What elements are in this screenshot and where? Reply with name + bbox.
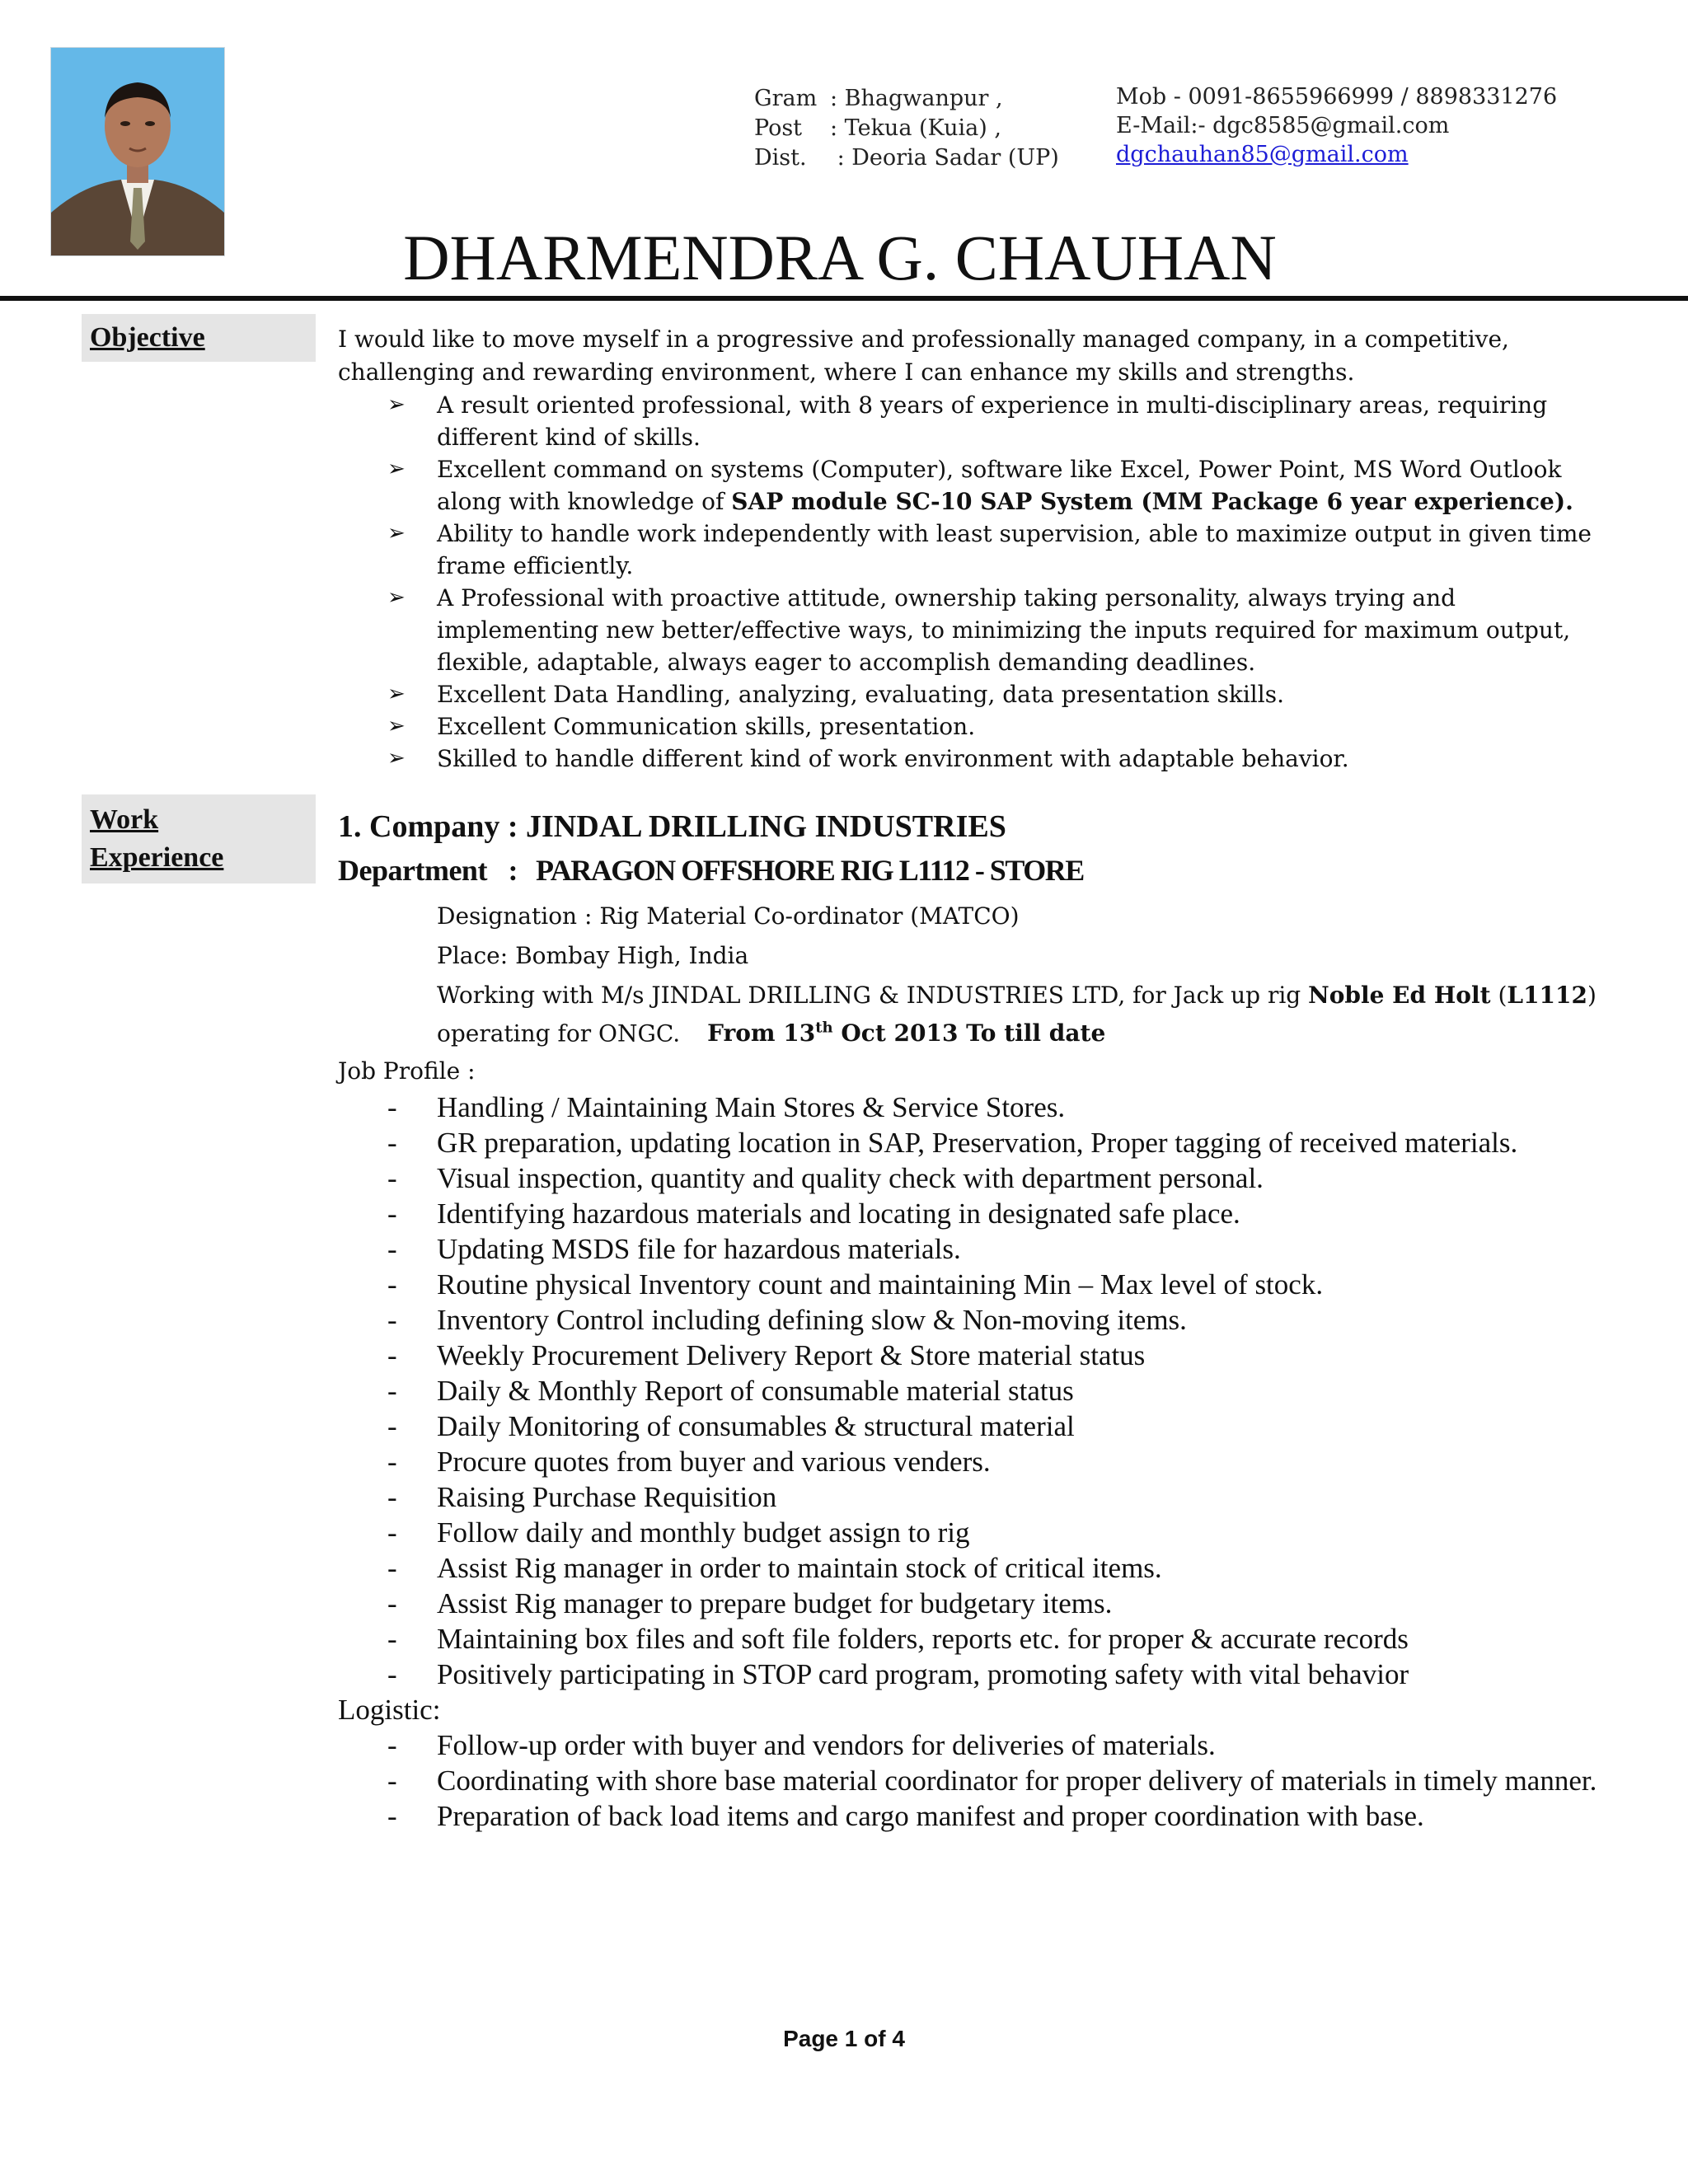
logistic-list — [338, 1727, 1611, 1834]
arrow-bullet-icon: ➢ — [387, 457, 406, 481]
dash-bullet: - — [387, 1623, 397, 1656]
address-label: Gram — [754, 86, 818, 111]
dash-bullet: - — [387, 1481, 397, 1514]
dash-bullet: - — [387, 1410, 397, 1443]
task-text: Routine physical Inventory count and maintaining Min – Max level of stock. — [437, 1268, 1324, 1301]
list-item — [338, 1090, 1611, 1125]
task-text: Maintaining box files and soft file folders, reports etc. for proper & accurate records — [437, 1623, 1409, 1656]
page-number: Page 1 of 4 — [783, 2026, 905, 2051]
dash-bullet: - — [387, 1339, 397, 1372]
bullet-text: A result oriented professional, with 8 years of experience in multi-disciplinary areas, requiring different kind of skills. — [437, 391, 1548, 451]
work-label-line: Work — [90, 804, 159, 835]
designation: Designation : Rig Material Co-ordinator (MATCO) — [437, 902, 1020, 930]
dash-bullet: - — [387, 1375, 397, 1408]
rig-code: L1112 — [1507, 982, 1587, 1009]
address-row — [754, 84, 1059, 114]
bullet-text: Excellent Data Handling, analyzing, evaluating, data presentation skills. — [437, 681, 1284, 708]
task-text: GR preparation, updating location in SAP, Preservation, Proper tagging of received materials. — [437, 1127, 1518, 1160]
header-divider — [0, 296, 1688, 301]
from-date-rest: Oct 2013 To till date — [832, 1019, 1106, 1047]
task-text: Preparation of back load items and cargo manifest and proper coordination with base. — [437, 1800, 1424, 1833]
bullet-text: Ability to handle work independently with least supervision, able to maximize output in given time frame efficiently. — [437, 520, 1592, 579]
dash-bullet: - — [387, 1233, 397, 1266]
from-date — [707, 1019, 1105, 1047]
objective-section — [338, 323, 1624, 775]
mobile-number: Mob - 0091-8655966999 / 8898331276 — [1116, 84, 1558, 110]
dash-bullet: - — [387, 1729, 397, 1762]
task-text: Identifying hazardous materials and locating in designated safe place. — [437, 1197, 1240, 1230]
task-text: Daily & Monthly Report of consumable material status — [437, 1375, 1074, 1408]
list-item — [338, 1798, 1611, 1834]
address-row — [754, 143, 1059, 173]
task-text: Positively participating in STOP card program, promoting safety with vital behavior — [437, 1658, 1409, 1691]
company-heading: 1. Company : JINDAL DRILLING INDUSTRIES — [338, 809, 1006, 844]
bullet-text: Excellent Communication skills, presentation. — [437, 713, 976, 740]
address-block — [754, 84, 1059, 173]
task-text: Daily Monitoring of consumables & structural material — [437, 1410, 1075, 1443]
department-value: PARAGON OFFSHORE RIG L1112 - STORE — [535, 854, 1084, 887]
address-row — [754, 114, 1059, 143]
job-profile-label: Job Profile : — [338, 1057, 476, 1085]
arrow-bullet-icon: ➢ — [387, 714, 406, 738]
list-item — [338, 1196, 1611, 1231]
list-item — [338, 453, 1624, 518]
list-item — [338, 582, 1624, 678]
working-text: Working with M/s JINDAL DRILLING & INDUSTRIES LTD, for Jack up rig — [437, 982, 1309, 1009]
dash-bullet: - — [387, 1197, 397, 1230]
dash-bullet: - — [387, 1162, 397, 1195]
task-text: Updating MSDS file for hazardous materials. — [437, 1233, 961, 1266]
dash-bullet: - — [387, 1091, 397, 1124]
arrow-bullet-icon: ➢ — [387, 521, 406, 546]
work-experience-section — [338, 806, 1624, 1834]
task-text: Follow-up order with buyer and vendors for deliveries of materials. — [437, 1729, 1216, 1762]
task-text: Procure quotes from buyer and various venders. — [437, 1446, 991, 1479]
task-text: Handling / Maintaining Main Stores & Service Stores. — [437, 1091, 1066, 1124]
dash-bullet: - — [387, 1765, 397, 1797]
candidate-name: DHARMENDRA G. CHAUHAN — [403, 222, 1277, 293]
list-item — [338, 1763, 1611, 1798]
list-item — [338, 1550, 1611, 1586]
email-link[interactable]: dgchauhan85@gmail.com — [1116, 142, 1409, 167]
email-text: E-Mail:- dgc8585@gmail.com — [1116, 113, 1450, 138]
list-item — [338, 743, 1624, 775]
list-item — [338, 1125, 1611, 1160]
arrow-bullet-icon: ➢ — [387, 746, 406, 771]
department-label: Department : — [338, 854, 518, 887]
arrow-bullet-icon: ➢ — [387, 392, 406, 417]
list-item — [338, 678, 1624, 710]
task-text: Inventory Control including defining slow & Non-moving items. — [437, 1304, 1187, 1337]
dash-bullet: - — [387, 1304, 397, 1337]
dash-bullet: - — [387, 1552, 397, 1585]
list-item — [338, 518, 1624, 582]
dash-bullet: - — [387, 1516, 397, 1549]
dash-bullet: - — [387, 1268, 397, 1301]
list-item — [338, 1586, 1611, 1621]
address-value: : Bhagwanpur , — [830, 86, 1003, 111]
list-item — [338, 1373, 1611, 1408]
from-date-text: From 13 — [707, 1019, 816, 1047]
list-item — [338, 1231, 1611, 1267]
dash-bullet: - — [387, 1800, 397, 1833]
bullet-text: Skilled to handle different kind of work environment with adaptable behavior. — [437, 745, 1349, 772]
contact-block — [1116, 82, 1557, 169]
task-text: Follow daily and monthly budget assign to rig — [437, 1516, 970, 1549]
address-label: Post — [754, 115, 803, 141]
dash-bullet: - — [387, 1446, 397, 1479]
date-superscript: th — [815, 1019, 833, 1037]
task-text: Visual inspection, quantity and quality check with department personal. — [437, 1162, 1264, 1195]
dash-bullet: - — [387, 1127, 397, 1160]
dash-bullet: - — [387, 1658, 397, 1691]
list-item — [338, 1657, 1611, 1692]
department-heading — [338, 847, 1624, 893]
arrow-bullet-icon: ➢ — [387, 682, 406, 706]
place: Place: Bombay High, India — [437, 942, 749, 969]
list-item — [338, 710, 1624, 743]
task-text: Raising Purchase Requisition — [437, 1481, 777, 1514]
rig-name: Noble Ed Holt — [1308, 982, 1491, 1009]
list-item — [338, 1621, 1611, 1657]
objective-bullets — [338, 389, 1624, 775]
list-item — [338, 389, 1624, 453]
task-text: Coordinating with shore base material coordinator for proper delivery of materials in timely manner. — [437, 1765, 1597, 1797]
job-profile-list — [338, 1090, 1611, 1692]
arrow-bullet-icon: ➢ — [387, 585, 406, 610]
work-label-line: Experience — [90, 842, 224, 873]
list-item — [338, 1267, 1611, 1302]
work-experience-label — [82, 794, 316, 883]
working-details — [338, 979, 1624, 1050]
address-value: : Tekua (Kuia) , — [830, 115, 1001, 141]
list-item — [338, 1160, 1611, 1196]
objective-label: Objective — [82, 314, 316, 362]
list-item — [338, 1479, 1611, 1515]
task-text: Weekly Procurement Delivery Report & Store material status — [437, 1339, 1146, 1372]
rig-paren-close: ) — [1587, 982, 1597, 1009]
bullet-text: A Professional with proactive attitude, ownership taking personality, always trying and implementing new better/effective ways, to minimizing the inputs required for maximum output, flexible, adaptable, always eager to accomplish demanding deadlines. — [437, 584, 1571, 676]
list-item — [338, 1408, 1611, 1444]
dash-bullet: - — [387, 1587, 397, 1620]
list-item — [338, 1515, 1611, 1550]
objective-intro: I would like to move myself in a progressive and professionally managed company, in a competitive, challenging and rewarding environment, where I can enhance my skills and strengths. — [338, 326, 1509, 386]
list-item — [338, 1338, 1611, 1373]
address-value: : Deoria Sadar (UP) — [830, 145, 1059, 171]
task-text: Assist Rig manager in order to maintain stock of critical items. — [437, 1552, 1162, 1585]
operating-text: operating for ONGC. — [437, 1019, 681, 1047]
list-item — [338, 1727, 1611, 1763]
rig-paren-open: ( — [1490, 982, 1507, 1009]
address-label: Dist. — [754, 145, 807, 171]
logistic-label: Logistic: — [338, 1694, 441, 1727]
bullet-text: Excellent command on systems (Computer), software like Excel, Power Point, MS Word Outlook along with knowledge of — [437, 456, 1562, 515]
task-text: Assist Rig manager to prepare budget for budgetary items. — [437, 1587, 1113, 1620]
list-item — [338, 1444, 1611, 1479]
bullet-bold-text: SAP module SC-10 SAP System (MM Package 6 year experience). — [731, 488, 1573, 515]
list-item — [338, 1302, 1611, 1338]
